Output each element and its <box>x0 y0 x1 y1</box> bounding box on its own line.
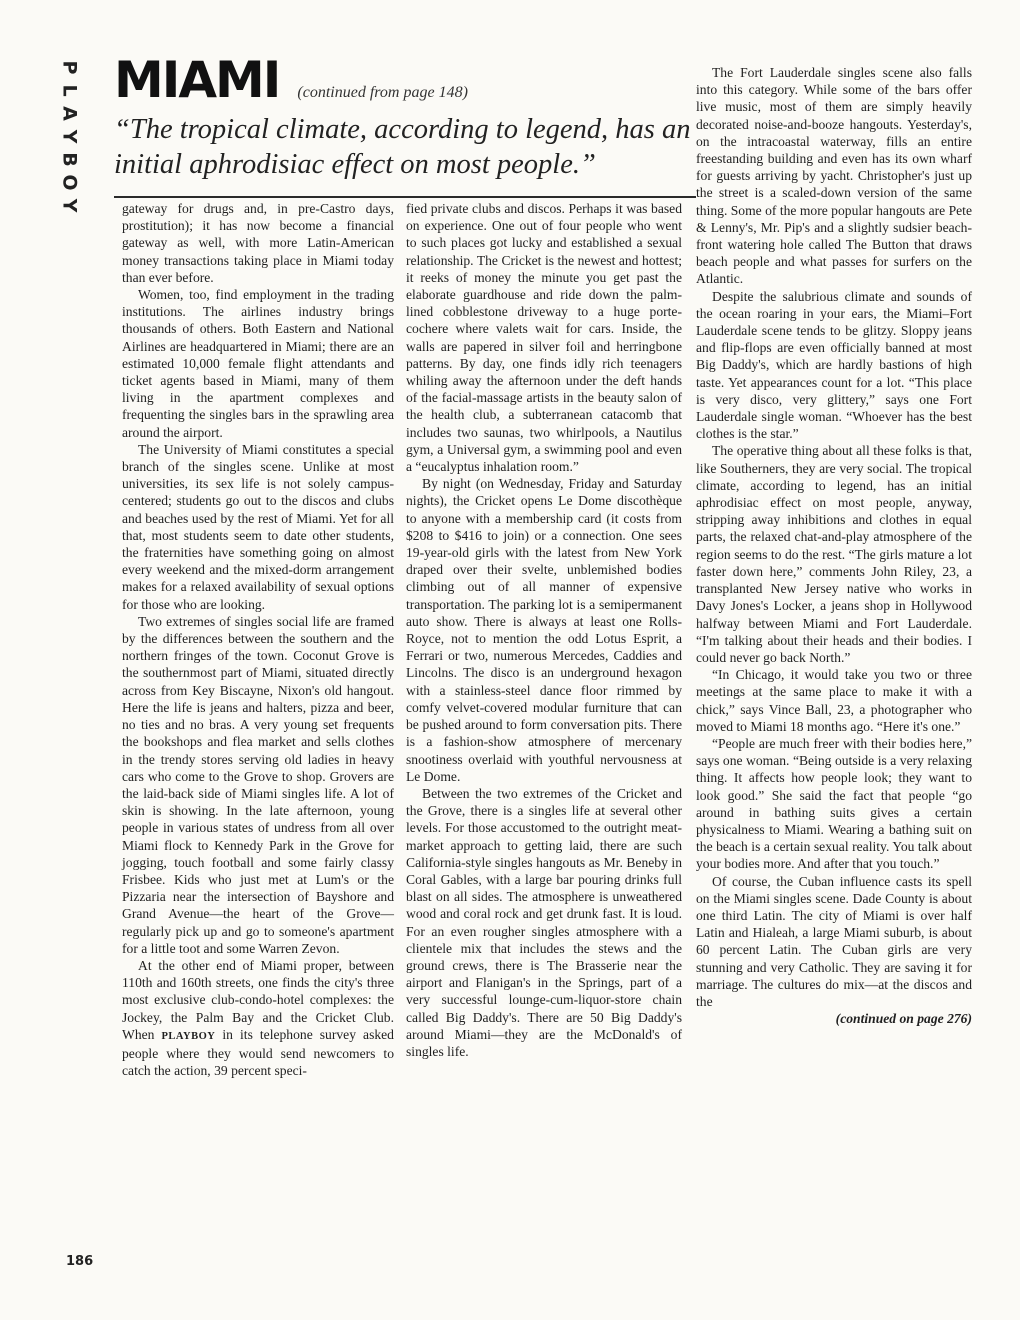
paragraph-text: in its telephone survey asked people where they would send newcomers to catch the action, 39 percent speci- <box>122 1026 394 1079</box>
paragraph <box>122 957 394 1079</box>
side-letter: P <box>58 60 81 75</box>
paragraph: “People are much freer with their bodies here,” says one woman. “Being outside is a very relaxing thing. It affects how people look; they want to look good.” She said the fact that people “go around in bathing suits gives a certain physicalness to Miami. Wearing a bathing suit on the beach is a certain sexual reality. You talk about your bodies more. And after that you touch.” <box>696 735 972 872</box>
paragraph: fied private clubs and discos. Perhaps it was based on experience. One out of four people who went to such places got lucky and established a sexual relationship. The Cricket is the newest and hottest; it reeks of money the minute you get past the elaborate guardhouse and ride down the palm-lined cobblestone driveway to a huge porte-cochere where valets wait for cars. Inside, the walls are papered in silver foil and herringbone patterns. By day, one finds idly rich teenagers whiling away the afternoon under the deft hands of the facial-massage artists in the beauty salon of the health club, a subterranean catacomb that includes two saunas, two whirlpools, a Nautilus gym, a Universal gym, a swimming pool and even a “eucalyptus inhalation room.” <box>406 201 682 475</box>
paragraph: By night (on Wednesday, Friday and Saturday nights), the Cricket opens Le Dome discothèque to anyone with a membership card (it costs from $208 to $416 to join) or a connection. One sees 19-year-old girls with the latest from New York draped over their svelte, unblemished bodies climbing out of all manner of expensive transportation. The parking lot is a semipermanent auto show. There is always at least one Rolls-Royce, not to mention the odd Lotus Esprit, a Ferrari or two, numerous Mercedes, Caddies and Lincolns. The disco is an underground hexagon with a stainless-steel dance floor rimmed by comfy velvet-covered modular furniture that can be pushed around to form conversation pits. There is a fashion-show atmosphere of mercenary snootiness overlaid with youthful nervousness at Le Dome. <box>406 476 682 784</box>
paragraph: Between the two extremes of the Cricket and the Grove, there is a singles life at several other levels. For those accustomed to the outright meat-market approach to getting laid, there are such California-style singles hangouts as Mr. Beneby in Coral Gables, with a large bar pouring drinks full blast on all sides. The atmosphere is unweathered wood and coral rock and get drunk fast. It is loud. For an even rougher singles atmosphere with a clientele mix that includes the stews and the ground crews, there is The Brasserie near the airport and Flanigan's in the Springs, part of a very successful lounge-cum-liquor-store chain called Big Daddy's. There are 50 Big Daddy's around Miami—they are the McDonald's of singles life. <box>406 785 682 1059</box>
paragraph: Of course, the Cuban influence casts its spell on the Miami singles scene. Dade County is about one third Latin. The city of Miami is over half Latin and Hialeah, a large Miami suburb, is about 60 percent Latin. The Cuban girls are very stunning and very Catholic. They are saving it for marriage. The cultures do mix—at the discos and the <box>696 873 972 1009</box>
side-letter: O <box>58 174 81 191</box>
paragraph: gateway for drugs and, in pre-Castro days, prostitution); it has now become a financial gateway as well, with more Latin-American money transactions taking place in Miami today than ever before. <box>122 201 394 285</box>
paragraph: The Fort Lauderdale singles scene also falls into this category. While some of the bars offer live music, most of them are simply heavily decorated noise-and-booze hangouts. Yesterday's, on the intracoastal waterway, fills an entire freestanding building and even has its own wharf for guests arriving by yacht. Christopher's just up the street is a scaled-down version of the same thing. Some of the more popular hangouts are Pete & Lenny's, Mr. Pip's and a slightly sudsier beach-front watering hole called The Button that draws beach people and what passes for surfers on the Atlantic. <box>696 65 972 287</box>
paragraph: Despite the salubrious climate and sounds of the ocean roaring in your ears, the Miami–Fort Lauderdale scene tends to be glitzy. Sloppy jeans and flip-flops are even officially banned at most Big Daddy's, which are hardly bastions of high taste. Yet appearances count for a lot. “This place is very disco, very glittery,” says one Fort Lauderdale single woman. “Whoever has the best clothes is the star.” <box>696 288 972 442</box>
side-letter: A <box>58 106 81 121</box>
page-number: 186 <box>66 1254 94 1269</box>
pull-quote: “The tropical climate, according to legend, has an initial aphrodisiac effect on most people.” <box>114 112 696 198</box>
text-column-3 <box>696 64 972 1294</box>
side-letter: Y <box>58 129 81 144</box>
magazine-vertical-title <box>56 56 82 217</box>
text-column-2 <box>406 200 682 1280</box>
text-column-1 <box>122 200 394 1280</box>
magazine-name-smallcaps: PLAYBOY <box>161 1030 216 1042</box>
title-row <box>114 52 696 108</box>
side-letter: Y <box>58 198 81 213</box>
paragraph: Two extremes of singles social life are framed by the differences between the southern and the northern fringes of the town. Coconut Grove is the southernmost part of Miami, situated directly across from Key Biscayne, Nixon's old hangout. Here the life is jeans and halters, pizza and beer, no ties and no bras. A very young set frequents the bookshops and flea market and sells clothes in the trendy stores serving old ladies in heavy cars who come to the Grove to shop. Grovers are the laid-back side of Miami singles life. A lot of skin is showing. In the late afternoon, young people in various states of undress from all over Miami flock to Kennedy Park in the Grove for jogging, touch football and some fairly classy Frisbee. Kids who just met at Lum's or the Pizzaria near the intersection of Bayshore and Grand Avenue—the heart of the Grove—regularly pick up and go to someone's apartment for a little toot and some Warren Zevon. <box>122 613 394 956</box>
continued-from-note: (continued from page 148) <box>297 84 468 101</box>
paragraph: “In Chicago, it would take you two or three meetings at the same place to make it with a chick,” says Vince Ball, 23, a photographer who moved to Miami 18 months ago. “Here it's one.” <box>696 667 972 734</box>
paragraph: The operative thing about all these folks is that, like Southerners, they are very social. The tropical climate, according to legend, has an initial aphrodisiac effect on most people, anyway, stripping away inhibitions and clothes in equal parts, the relaxed chat-and-play atmosphere of the region seems to do the rest. “The girls mature a lot faster down here,” comments John Riley, 23, a transplanted New Jersey native who works in Davy Jones's Locker, a jeans shop in Hollywood halfway between Miami and Fort Lauderdale. “I'm talking about their heads and their bodies. I could never go back North.” <box>696 443 972 665</box>
side-letter: L <box>58 84 81 97</box>
paragraph-text: At the other end of Miami proper, between 110th and 160th streets, one finds the city's three most exclusive club-condo-hotel complexes: the Jockey, the Palm Bay and the Cricket Club. When <box>122 957 394 1042</box>
article-header <box>114 52 696 198</box>
article-title: MIAMI <box>114 51 280 109</box>
paragraph: Women, too, find employment in the trading institutions. The airlines industry brings thousands of others. Both Eastern and National Airlines are headquartered in Miami; there are an estimated 10,000 female flight attendants and ticket agents based in Miami, many of them living in the apartment complexes and frequenting the singles bars in the sprawling area around the airport. <box>122 287 394 440</box>
side-letter: B <box>58 152 81 167</box>
continued-on-note: (continued on page 276) <box>835 1011 972 1027</box>
paragraph: The University of Miami constitutes a special branch of the singles scene. Unlike at most universities, its sex life is not solely campus-centered; students go out to the discos and clubs and beaches used by the rest of Miami. Yet for all that, most students seem to date other students, the fraternities have something going on almost every weekend and the mixed-dorm arrangement makes for a relaxed availability of sexual options for those who are looking. <box>122 441 394 612</box>
